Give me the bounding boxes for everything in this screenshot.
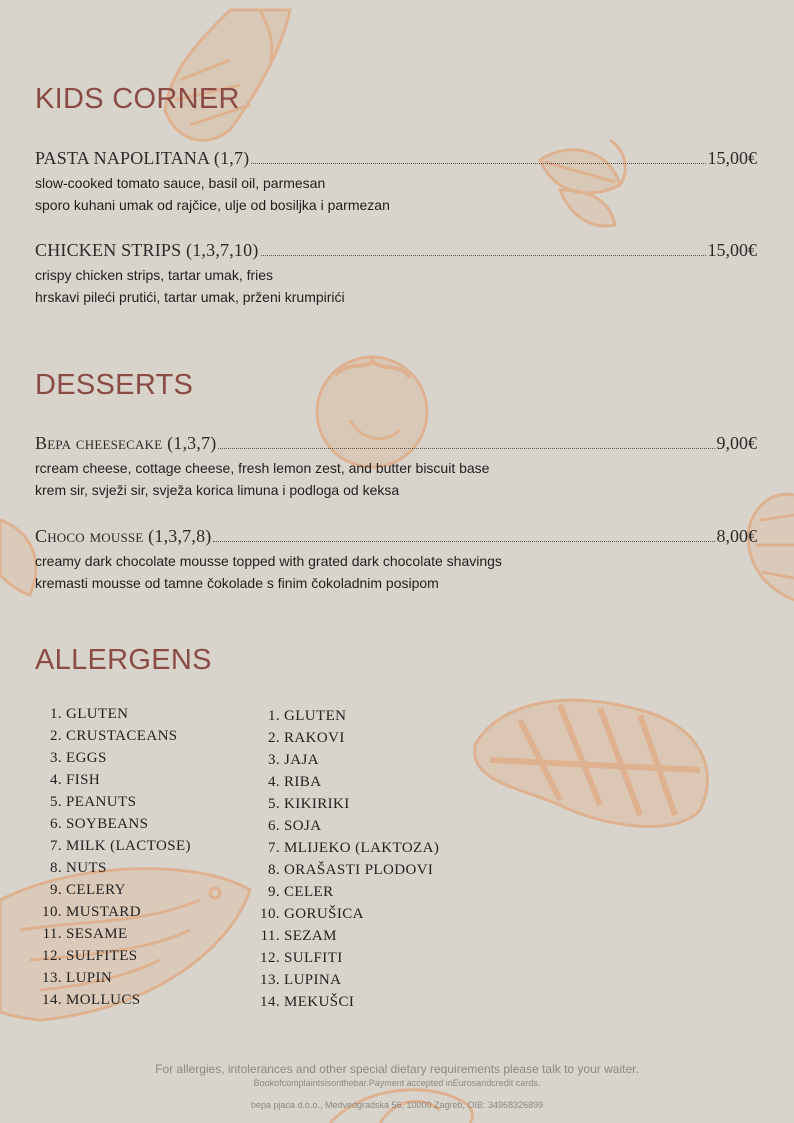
item-name: Bepa cheesecake (1,3,7) (35, 433, 217, 453)
item-price: 9,00€ (716, 433, 757, 453)
list-item: 13. LUPINA (260, 972, 342, 988)
list-item: 6. SOJA (267, 818, 322, 834)
list-item: 7. MLIJEKO (LAKTOZA) (267, 840, 440, 856)
item-description-en: slow-cooked tomato sauce, basil oil, parmesan (35, 175, 326, 191)
list-item: 4. RIBA (267, 774, 322, 790)
dotted-leader (218, 447, 714, 449)
menu-item-chicken-strips (35, 240, 757, 308)
steak-illustration-icon (475, 700, 708, 826)
list-item: 12. SULFITES (42, 948, 138, 964)
allergen-list-english (34, 703, 191, 1011)
footer-allergy-note: For allergies, intolerances and other special dietary requirements please talk to your waiter. (155, 1062, 639, 1076)
item-name: CHICKEN STRIPS (1,3,7,10) (35, 240, 259, 260)
allergen-list-croatian (252, 705, 439, 1013)
item-price: 15,00€ (707, 240, 757, 260)
item-description-hr: sporo kuhani umak od rajčice, ulje od bosiljka i parmezan (35, 197, 390, 213)
carrot-illustration-icon (165, 10, 290, 140)
item-price: 15,00€ (707, 148, 757, 168)
list-item: 9. CELERY (49, 882, 126, 898)
item-description-en: rcream cheese, cottage cheese, fresh lemon zest, and butter biscuit base (35, 460, 490, 476)
item-description-en: crispy chicken strips, tartar umak, fries (35, 267, 274, 283)
dotted-leader (261, 254, 706, 256)
list-item: 8. NUTS (49, 860, 107, 876)
item-name: PASTA NAPOLITANA (1,7) (35, 148, 250, 168)
kids-corner-heading: KIDS CORNER (35, 83, 240, 115)
list-item: 5. PEANUTS (49, 794, 137, 810)
item-description-hr: hrskavi pileći prutići, tartar umak, prženi krumpirići (35, 289, 345, 305)
menu-item-choco-mousse (35, 526, 757, 594)
list-item: 1. GLUTEN (267, 708, 347, 724)
list-item: 3. JAJA (267, 752, 319, 768)
list-item: 8. ORAŠASTI PLODOVI (267, 862, 434, 878)
list-item: 14. MOLLUCS (42, 992, 141, 1008)
menu-item-pasta-napolitana (35, 148, 757, 216)
list-item: 14. MEKUŠCI (260, 994, 355, 1010)
list-item: 2. CRUSTACEANS (49, 728, 178, 744)
item-description-hr: krem sir, svježi sir, svježa korica limuna i podloga od keksa (35, 482, 400, 498)
item-price: 8,00€ (716, 526, 757, 546)
list-item: 13. LUPIN (42, 970, 113, 986)
dotted-leader (213, 540, 714, 542)
list-item: 3. EGGS (49, 750, 107, 766)
list-item: 10. MUSTARD (42, 904, 141, 920)
list-item: 11. SESAME (42, 926, 128, 942)
allergens-heading: ALLERGENS (35, 644, 212, 676)
footer-company-info: bepa pjaca d.o.o., Medvedgradska 56, 10000 Zagreb, OIB: 34968326899 (250, 1100, 544, 1110)
list-item: 7. MILK (LACTOSE) (49, 838, 191, 854)
menu-item-bepa-cheesecake (35, 433, 757, 501)
list-item: 6. SOYBEANS (49, 816, 149, 832)
item-name: Choco mousse (1,3,7,8) (35, 526, 212, 546)
item-description-hr: kremasti mousse od tamne čokolade s finim čokoladnim posipom (35, 575, 439, 591)
list-item: 12. SULFITI (260, 950, 343, 966)
list-item: 1. GLUTEN (49, 706, 129, 722)
footer-payment-note: Bookofcomplaintsisonthebar.Payment accepted inEurosandcredit cards. (253, 1078, 541, 1088)
dotted-leader (251, 162, 705, 164)
desserts-heading: DESSERTS (35, 369, 194, 401)
list-item: 2. RAKOVI (267, 730, 345, 746)
list-item: 9. CELER (267, 884, 334, 900)
list-item: 11. SEZAM (260, 928, 337, 944)
item-description-en: creamy dark chocolate mousse topped with grated dark chocolate shavings (35, 553, 502, 569)
list-item: 4. FISH (49, 772, 101, 788)
leaf-illustration-icon (0, 520, 36, 595)
list-item: 10. GORUŠICA (260, 906, 364, 922)
list-item: 5. KIKIRIKI (267, 796, 350, 812)
